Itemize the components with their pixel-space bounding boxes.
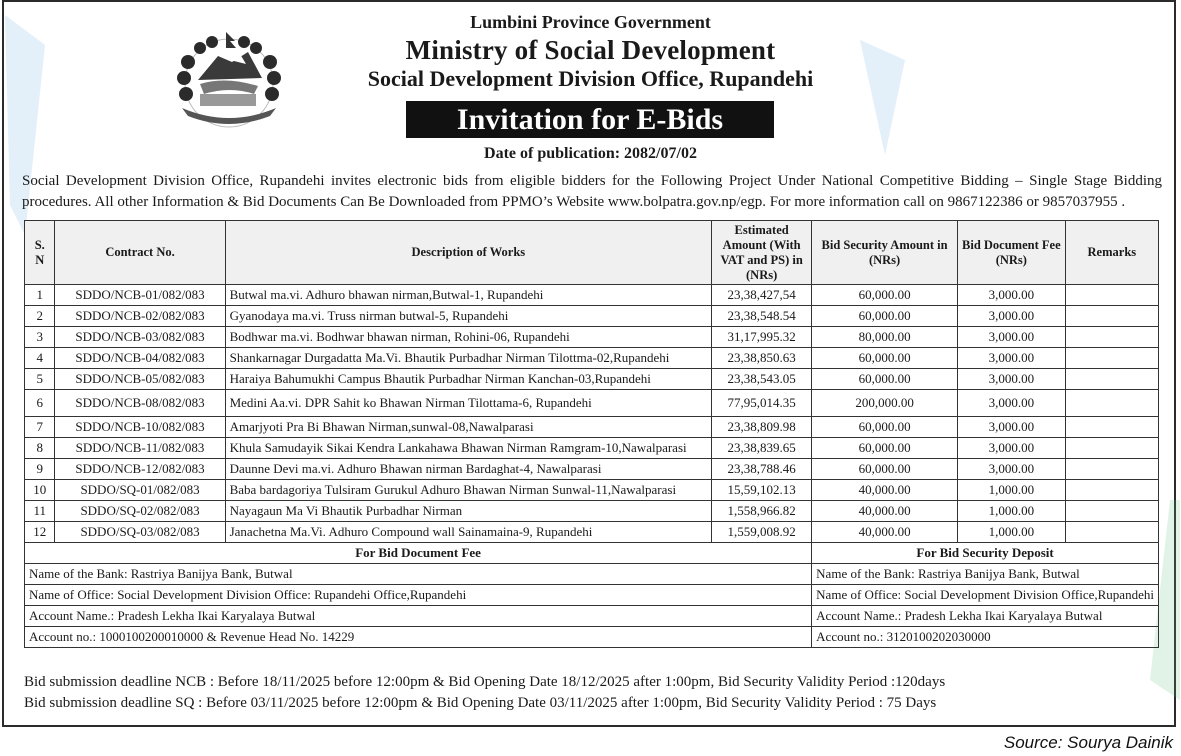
table-row bbox=[25, 327, 1159, 348]
cell-remarks bbox=[1065, 369, 1158, 390]
cell-description: Gyanodaya ma.vi. Truss nirman butwal-5, Rupandehi bbox=[225, 306, 711, 327]
col-header-document-fee: Bid Document Fee (NRs) bbox=[957, 221, 1065, 285]
cell-estimated: 23,38,809.98 bbox=[712, 417, 812, 438]
security-account-no: Account no.: 3120100202030000 bbox=[812, 627, 1159, 648]
cell-security: 60,000.00 bbox=[812, 438, 958, 459]
cell-description: Daunne Devi ma.vi. Adhuro Bhawan nirman Bardaghat-4, Nawalparasi bbox=[225, 459, 711, 480]
col-header-remarks: Remarks bbox=[1065, 221, 1158, 285]
cell-fee: 1,000.00 bbox=[957, 501, 1065, 522]
publication-date: Date of publication: 2082/07/02 bbox=[484, 145, 697, 162]
deadline-sq: Bid submission deadline SQ : Before 03/11/2025 before 12:00pm & Bid Opening Date 03/11/2025 after 1:00pm, Bid Security Validity Period : 75 Days bbox=[24, 695, 937, 711]
cell-remarks bbox=[1065, 438, 1158, 459]
cell-description: Shankarnagar Durgadatta Ma.Vi. Bhautik Purbadhar Nirman Tilottma-02,Rupandehi bbox=[225, 348, 711, 369]
cell-estimated: 23,38,427,54 bbox=[712, 285, 812, 306]
cell-estimated: 1,558,966.82 bbox=[712, 501, 812, 522]
cell-remarks bbox=[1065, 417, 1158, 438]
cell-security: 200,000.00 bbox=[812, 390, 958, 417]
table-row bbox=[25, 501, 1159, 522]
cell-description: Amarjyoti Pra Bi Bhawan Nirman,sunwal-08,Nawalparasi bbox=[225, 417, 711, 438]
cell-remarks bbox=[1065, 285, 1158, 306]
cell-remarks bbox=[1065, 390, 1158, 417]
government-name: Lumbini Province Government bbox=[470, 12, 711, 32]
cell-estimated: 31,17,995.32 bbox=[712, 327, 812, 348]
cell-description: Bodhwar ma.vi. Bodhwar bhawan nirman, Rohini-06, Rupandehi bbox=[225, 327, 711, 348]
cell-contract: SDDO/NCB-02/082/083 bbox=[55, 306, 225, 327]
cell-security: 60,000.00 bbox=[812, 369, 958, 390]
cell-fee: 3,000.00 bbox=[957, 390, 1065, 417]
cell-security: 60,000.00 bbox=[812, 348, 958, 369]
cell-fee: 3,000.00 bbox=[957, 306, 1065, 327]
cell-remarks bbox=[1065, 459, 1158, 480]
cell-sn: 2 bbox=[25, 306, 55, 327]
notice-title: Invitation for E-Bids bbox=[406, 101, 774, 138]
cell-estimated: 23,38,543.05 bbox=[712, 369, 812, 390]
office-name: Social Development Division Office, Rupandehi bbox=[367, 66, 814, 91]
security-bank: Name of the Bank: Rastriya Banijya Bank, Butwal bbox=[812, 564, 1159, 585]
cell-contract: SDDO/SQ-02/082/083 bbox=[55, 501, 225, 522]
deadline-ncb: Bid submission deadline NCB : Before 18/11/2025 before 12:00pm & Bid Opening Date 18/12/2025 after 1:00pm, Bid Security Validity Period :120days bbox=[24, 674, 946, 690]
cell-contract: SDDO/NCB-10/082/083 bbox=[55, 417, 225, 438]
cell-security: 40,000.00 bbox=[812, 522, 958, 543]
security-heading: For Bid Security Deposit bbox=[812, 543, 1159, 564]
intro-paragraph: Social Development Division Office, Rupandehi invites electronic bids from eligible bidders for the Following Project Under National Competitive Bidding – Single Stage Bidding procedures. All other Information & Bid Documents Can Be Downloaded from PPMO’s Website www.bolpatra.gov.np/egp. For more information call on 9867122386 or 9857037955 . bbox=[22, 173, 1162, 210]
col-header-estimated-amount: Estimated Amount (With VAT and PS) in (NRs) bbox=[712, 221, 812, 285]
cell-contract: SDDO/SQ-01/082/083 bbox=[55, 480, 225, 501]
payment-row bbox=[25, 564, 1159, 585]
table-row bbox=[25, 438, 1159, 459]
cell-fee: 3,000.00 bbox=[957, 348, 1065, 369]
table-header-row bbox=[25, 221, 1159, 285]
col-header-sn: S. N bbox=[25, 221, 55, 285]
cell-security: 60,000.00 bbox=[812, 306, 958, 327]
cell-remarks bbox=[1065, 306, 1158, 327]
bids-table bbox=[24, 220, 1159, 648]
cell-estimated: 23,38,788.46 bbox=[712, 459, 812, 480]
table-row bbox=[25, 390, 1159, 417]
source-credit: Source: Sourya Dainik bbox=[1003, 733, 1173, 752]
cell-description: Khula Samudayik Sikai Kendra Lankahawa Bhawan Nirman Ramgram-10,Nawalparasi bbox=[225, 438, 711, 459]
payment-row bbox=[25, 627, 1159, 648]
cell-fee: 1,000.00 bbox=[957, 522, 1065, 543]
cell-description: Medini Aa.vi. DPR Sahit ko Bhawan Nirman Tilottama-6, Rupandehi bbox=[225, 390, 711, 417]
doc-fee-bank: Name of the Bank: Rastriya Banijya Bank, Butwal bbox=[25, 564, 812, 585]
col-header-bid-security: Bid Security Amount in (NRs) bbox=[812, 221, 958, 285]
cell-estimated: 23,38,548.54 bbox=[712, 306, 812, 327]
payment-heading-row bbox=[25, 543, 1159, 564]
cell-fee: 3,000.00 bbox=[957, 417, 1065, 438]
cell-contract: SDDO/NCB-12/082/083 bbox=[55, 459, 225, 480]
payment-row bbox=[25, 606, 1159, 627]
cell-contract: SDDO/NCB-03/082/083 bbox=[55, 327, 225, 348]
cell-fee: 3,000.00 bbox=[957, 369, 1065, 390]
cell-fee: 3,000.00 bbox=[957, 459, 1065, 480]
table-row bbox=[25, 369, 1159, 390]
cell-estimated: 1,559,008.92 bbox=[712, 522, 812, 543]
cell-security: 80,000.00 bbox=[812, 327, 958, 348]
deadlines-block bbox=[24, 672, 945, 714]
doc-fee-office: Name of Office: Social Development Division Office: Rupandehi Office,Rupandehi bbox=[25, 585, 812, 606]
cell-security: 60,000.00 bbox=[812, 285, 958, 306]
security-office: Name of Office: Social Development Division Office,Rupandehi bbox=[812, 585, 1159, 606]
doc-fee-account-no: Account no.: 1000100200010000 & Revenue Head No. 14229 bbox=[25, 627, 812, 648]
cell-fee: 3,000.00 bbox=[957, 285, 1065, 306]
col-header-description: Description of Works bbox=[225, 221, 711, 285]
cell-estimated: 77,95,014.35 bbox=[712, 390, 812, 417]
table-row bbox=[25, 522, 1159, 543]
cell-estimated: 23,38,839.65 bbox=[712, 438, 812, 459]
cell-remarks bbox=[1065, 327, 1158, 348]
cell-estimated: 23,38,850.63 bbox=[712, 348, 812, 369]
cell-contract: SDDO/NCB-11/082/083 bbox=[55, 438, 225, 459]
cell-sn: 10 bbox=[25, 480, 55, 501]
cell-sn: 6 bbox=[25, 390, 55, 417]
table-row bbox=[25, 480, 1159, 501]
cell-contract: SDDO/SQ-03/082/083 bbox=[55, 522, 225, 543]
cell-sn: 8 bbox=[25, 438, 55, 459]
cell-contract: SDDO/NCB-08/082/083 bbox=[55, 390, 225, 417]
cell-estimated: 15,59,102.13 bbox=[712, 480, 812, 501]
cell-sn: 11 bbox=[25, 501, 55, 522]
cell-sn: 5 bbox=[25, 369, 55, 390]
table-row bbox=[25, 306, 1159, 327]
cell-security: 40,000.00 bbox=[812, 501, 958, 522]
cell-fee: 3,000.00 bbox=[957, 438, 1065, 459]
table-row bbox=[25, 417, 1159, 438]
cell-sn: 3 bbox=[25, 327, 55, 348]
cell-security: 60,000.00 bbox=[812, 459, 958, 480]
cell-sn: 4 bbox=[25, 348, 55, 369]
cell-sn: 9 bbox=[25, 459, 55, 480]
cell-contract: SDDO/NCB-01/082/083 bbox=[55, 285, 225, 306]
cell-sn: 1 bbox=[25, 285, 55, 306]
cell-remarks bbox=[1065, 480, 1158, 501]
table-row bbox=[25, 348, 1159, 369]
cell-contract: SDDO/NCB-05/082/083 bbox=[55, 369, 225, 390]
cell-description: Butwal ma.vi. Adhuro bhawan nirman,Butwal-1, Rupandehi bbox=[225, 285, 711, 306]
cell-description: Nayagaun Ma Vi Bhautik Purbadhar Nirman bbox=[225, 501, 711, 522]
doc-fee-heading: For Bid Document Fee bbox=[25, 543, 812, 564]
cell-security: 60,000.00 bbox=[812, 417, 958, 438]
col-header-contract: Contract No. bbox=[55, 221, 225, 285]
cell-remarks bbox=[1065, 348, 1158, 369]
table-row bbox=[25, 459, 1159, 480]
cell-remarks bbox=[1065, 501, 1158, 522]
payment-row bbox=[25, 585, 1159, 606]
cell-fee: 1,000.00 bbox=[957, 480, 1065, 501]
cell-fee: 3,000.00 bbox=[957, 327, 1065, 348]
cell-description: Baba bardagoriya Tulsiram Gurukul Adhuro Bhawan Nirman Sunwal-11,Nawalparasi bbox=[225, 480, 711, 501]
cell-sn: 7 bbox=[25, 417, 55, 438]
cell-description: Haraiya Bahumukhi Campus Bhautik Purbadhar Nirman Kanchan-03,Rupandehi bbox=[225, 369, 711, 390]
ministry-name: Ministry of Social Development bbox=[405, 35, 776, 65]
security-account-name: Account Name.: Pradesh Lekha Ikai Karyalaya Butwal bbox=[812, 606, 1159, 627]
cell-sn: 12 bbox=[25, 522, 55, 543]
cell-contract: SDDO/NCB-04/082/083 bbox=[55, 348, 225, 369]
cell-description: Janachetna Ma.Vi. Adhuro Compound wall Sainamaina-9, Rupandehi bbox=[225, 522, 711, 543]
table-row bbox=[25, 285, 1159, 306]
doc-fee-account-name: Account Name.: Pradesh Lekha Ikai Karyalaya Butwal bbox=[25, 606, 812, 627]
cell-remarks bbox=[1065, 522, 1158, 543]
cell-security: 40,000.00 bbox=[812, 480, 958, 501]
